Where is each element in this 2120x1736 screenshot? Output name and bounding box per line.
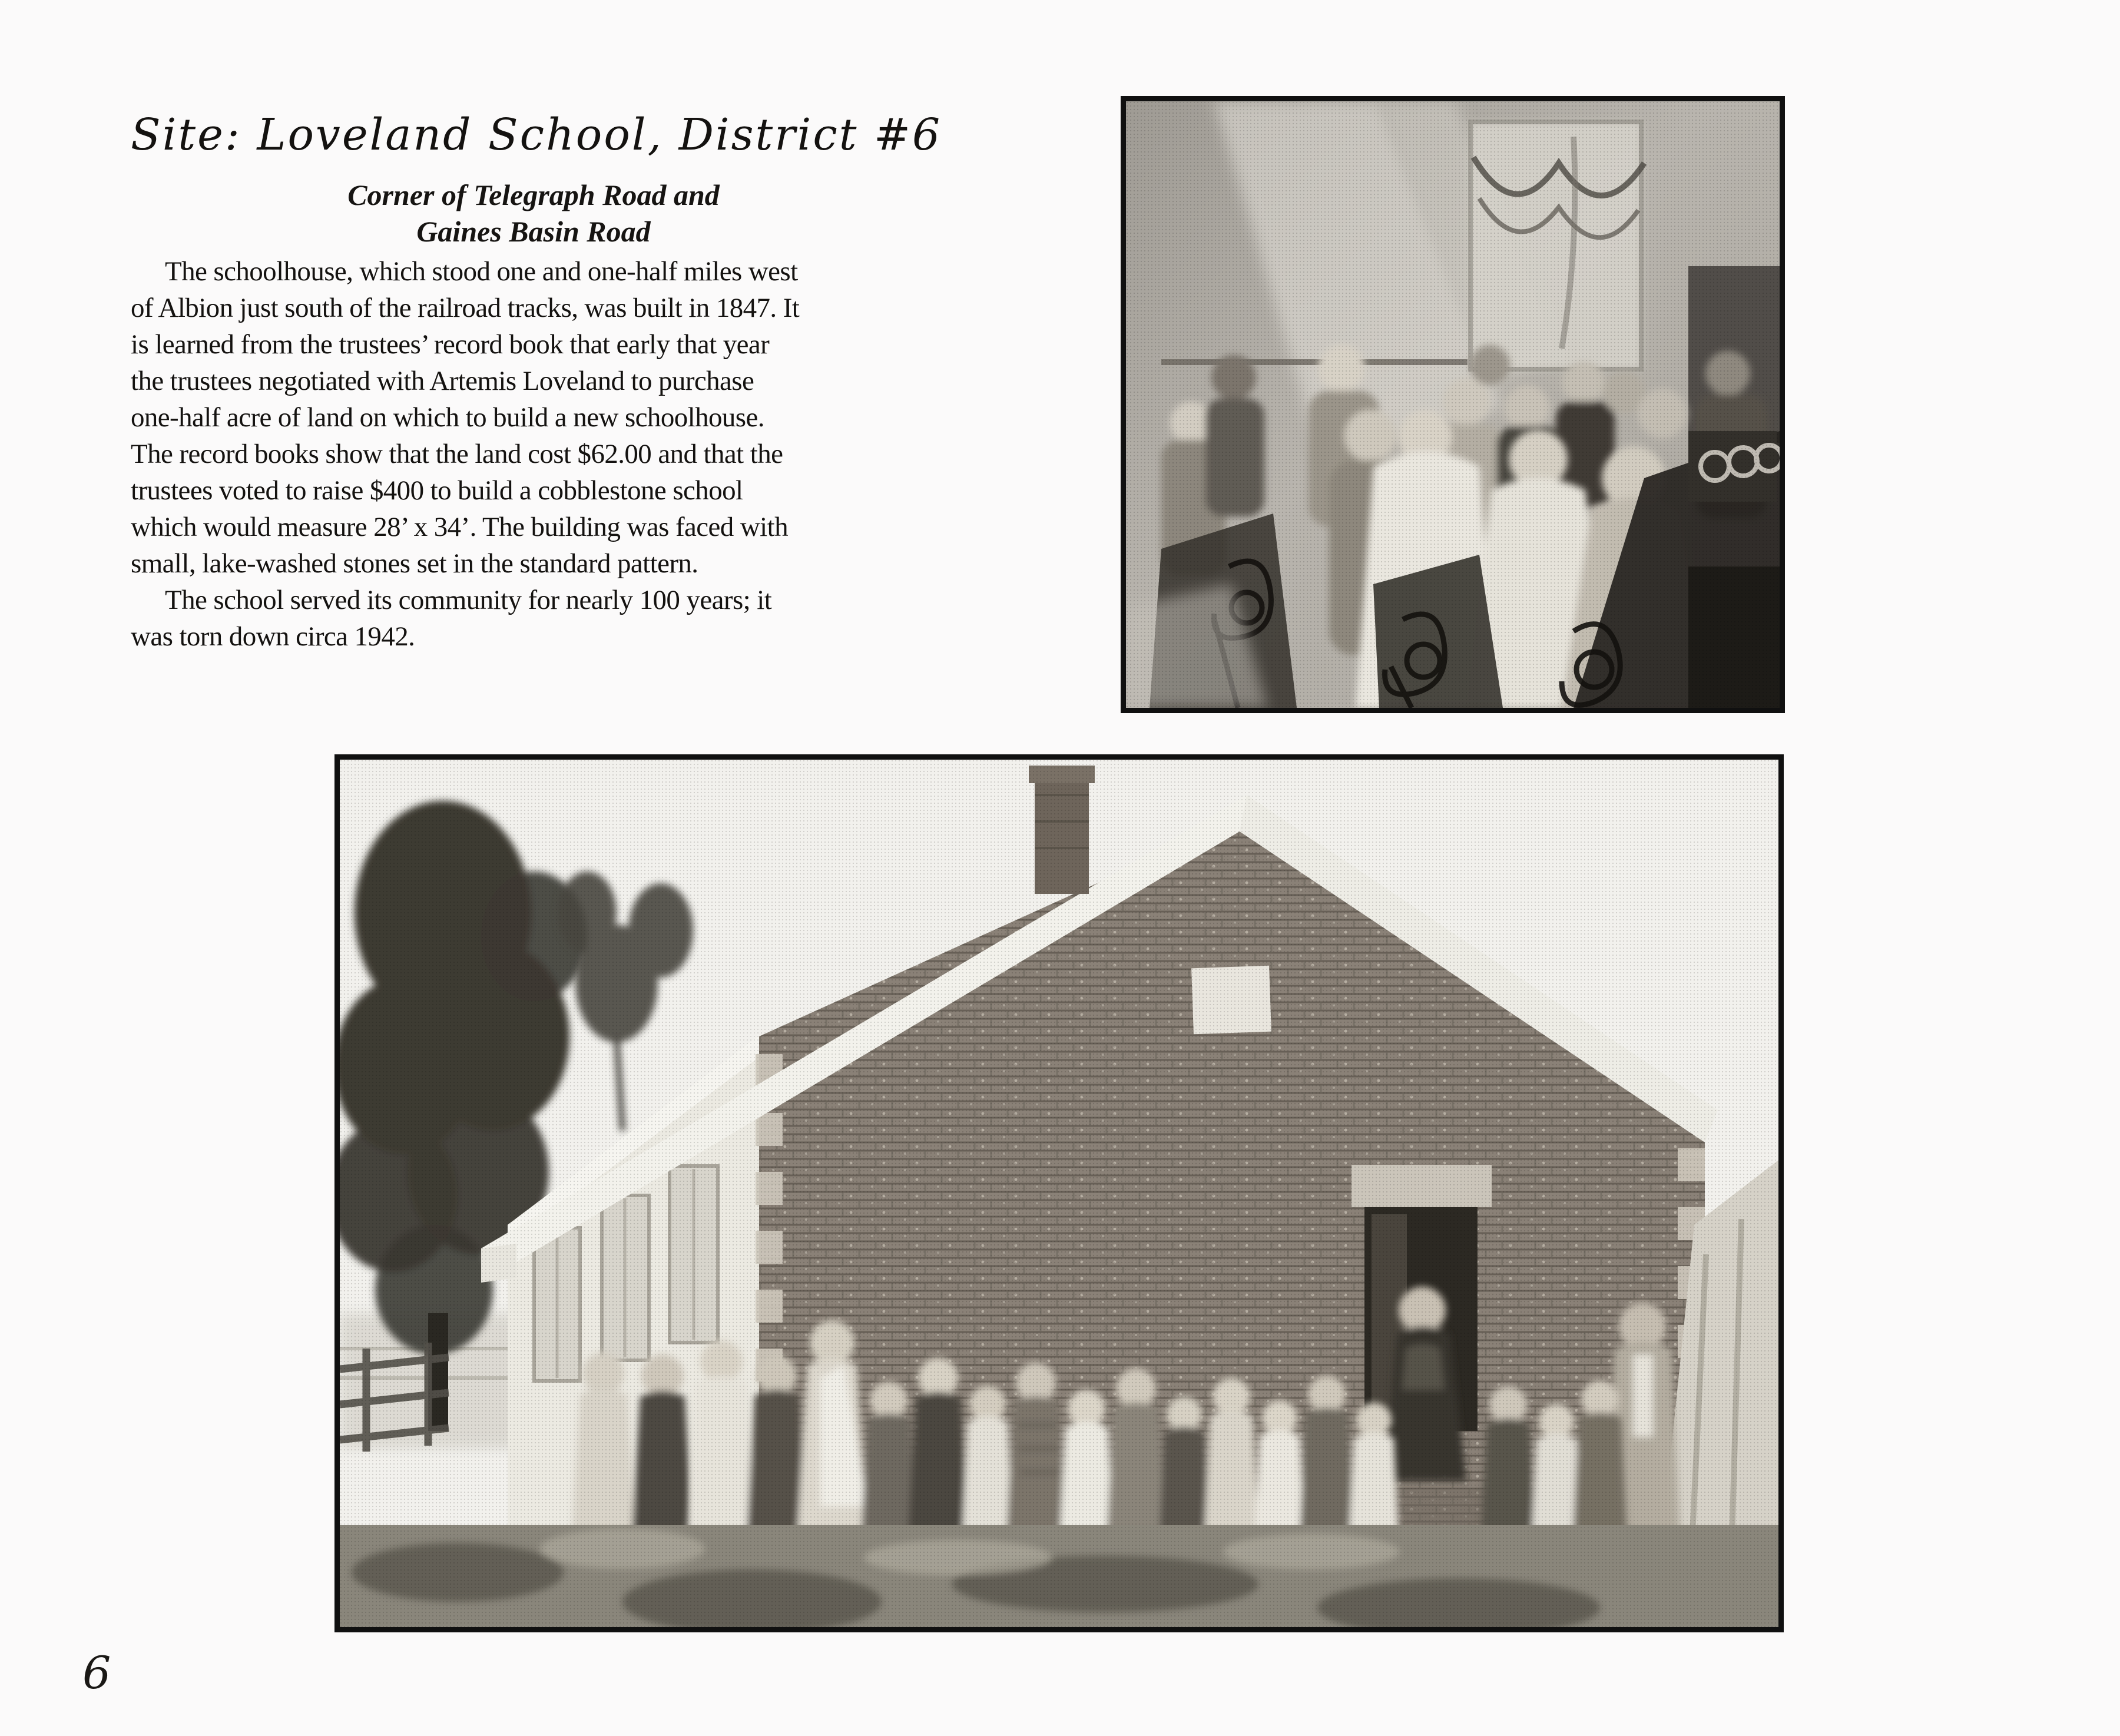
subtitle-line-1: Corner of Telegraph Road and bbox=[347, 178, 720, 211]
schoolhouse-photo-graphic bbox=[340, 760, 1778, 1627]
classroom-interior-photo bbox=[1121, 96, 1785, 713]
body-text-line: The school served its community for nearly 100 years; it bbox=[165, 585, 772, 615]
article-header bbox=[131, 110, 942, 250]
subtitle-line-2: Gaines Basin Road bbox=[416, 215, 651, 248]
body-text-line: of Albion just south of the railroad tracks, was built in 1847. It bbox=[131, 293, 800, 323]
body-text-line: The record books show that the land cost $62.00 and that the bbox=[131, 439, 783, 469]
body-text-line: small, lake-washed stones set in the standard pattern. bbox=[131, 548, 698, 579]
schoolhouse-exterior-photo bbox=[334, 754, 1784, 1632]
page-number: 6 bbox=[82, 1646, 111, 1699]
body-text-line: the trustees negotiated with Artemis Loveland to purchase bbox=[131, 366, 754, 396]
body-text-line: was torn down circa 1942. bbox=[131, 621, 415, 652]
article-body bbox=[131, 253, 967, 655]
article-subtitle bbox=[131, 177, 936, 250]
classroom-photo-graphic bbox=[1126, 101, 1780, 708]
article-title: Site: Loveland School, District #6 bbox=[131, 110, 942, 160]
body-text-line: trustees voted to raise $400 to build a cobblestone school bbox=[131, 475, 743, 506]
body-text-line: one-half acre of land on which to build a new schoolhouse. bbox=[131, 402, 764, 433]
body-text-line: is learned from the trustees’ record book that early that year bbox=[131, 329, 770, 360]
body-text-line: The schoolhouse, which stood one and one-half miles west bbox=[165, 256, 798, 287]
body-text-line: which would measure 28’ x 34’. The building was faced with bbox=[131, 512, 788, 542]
